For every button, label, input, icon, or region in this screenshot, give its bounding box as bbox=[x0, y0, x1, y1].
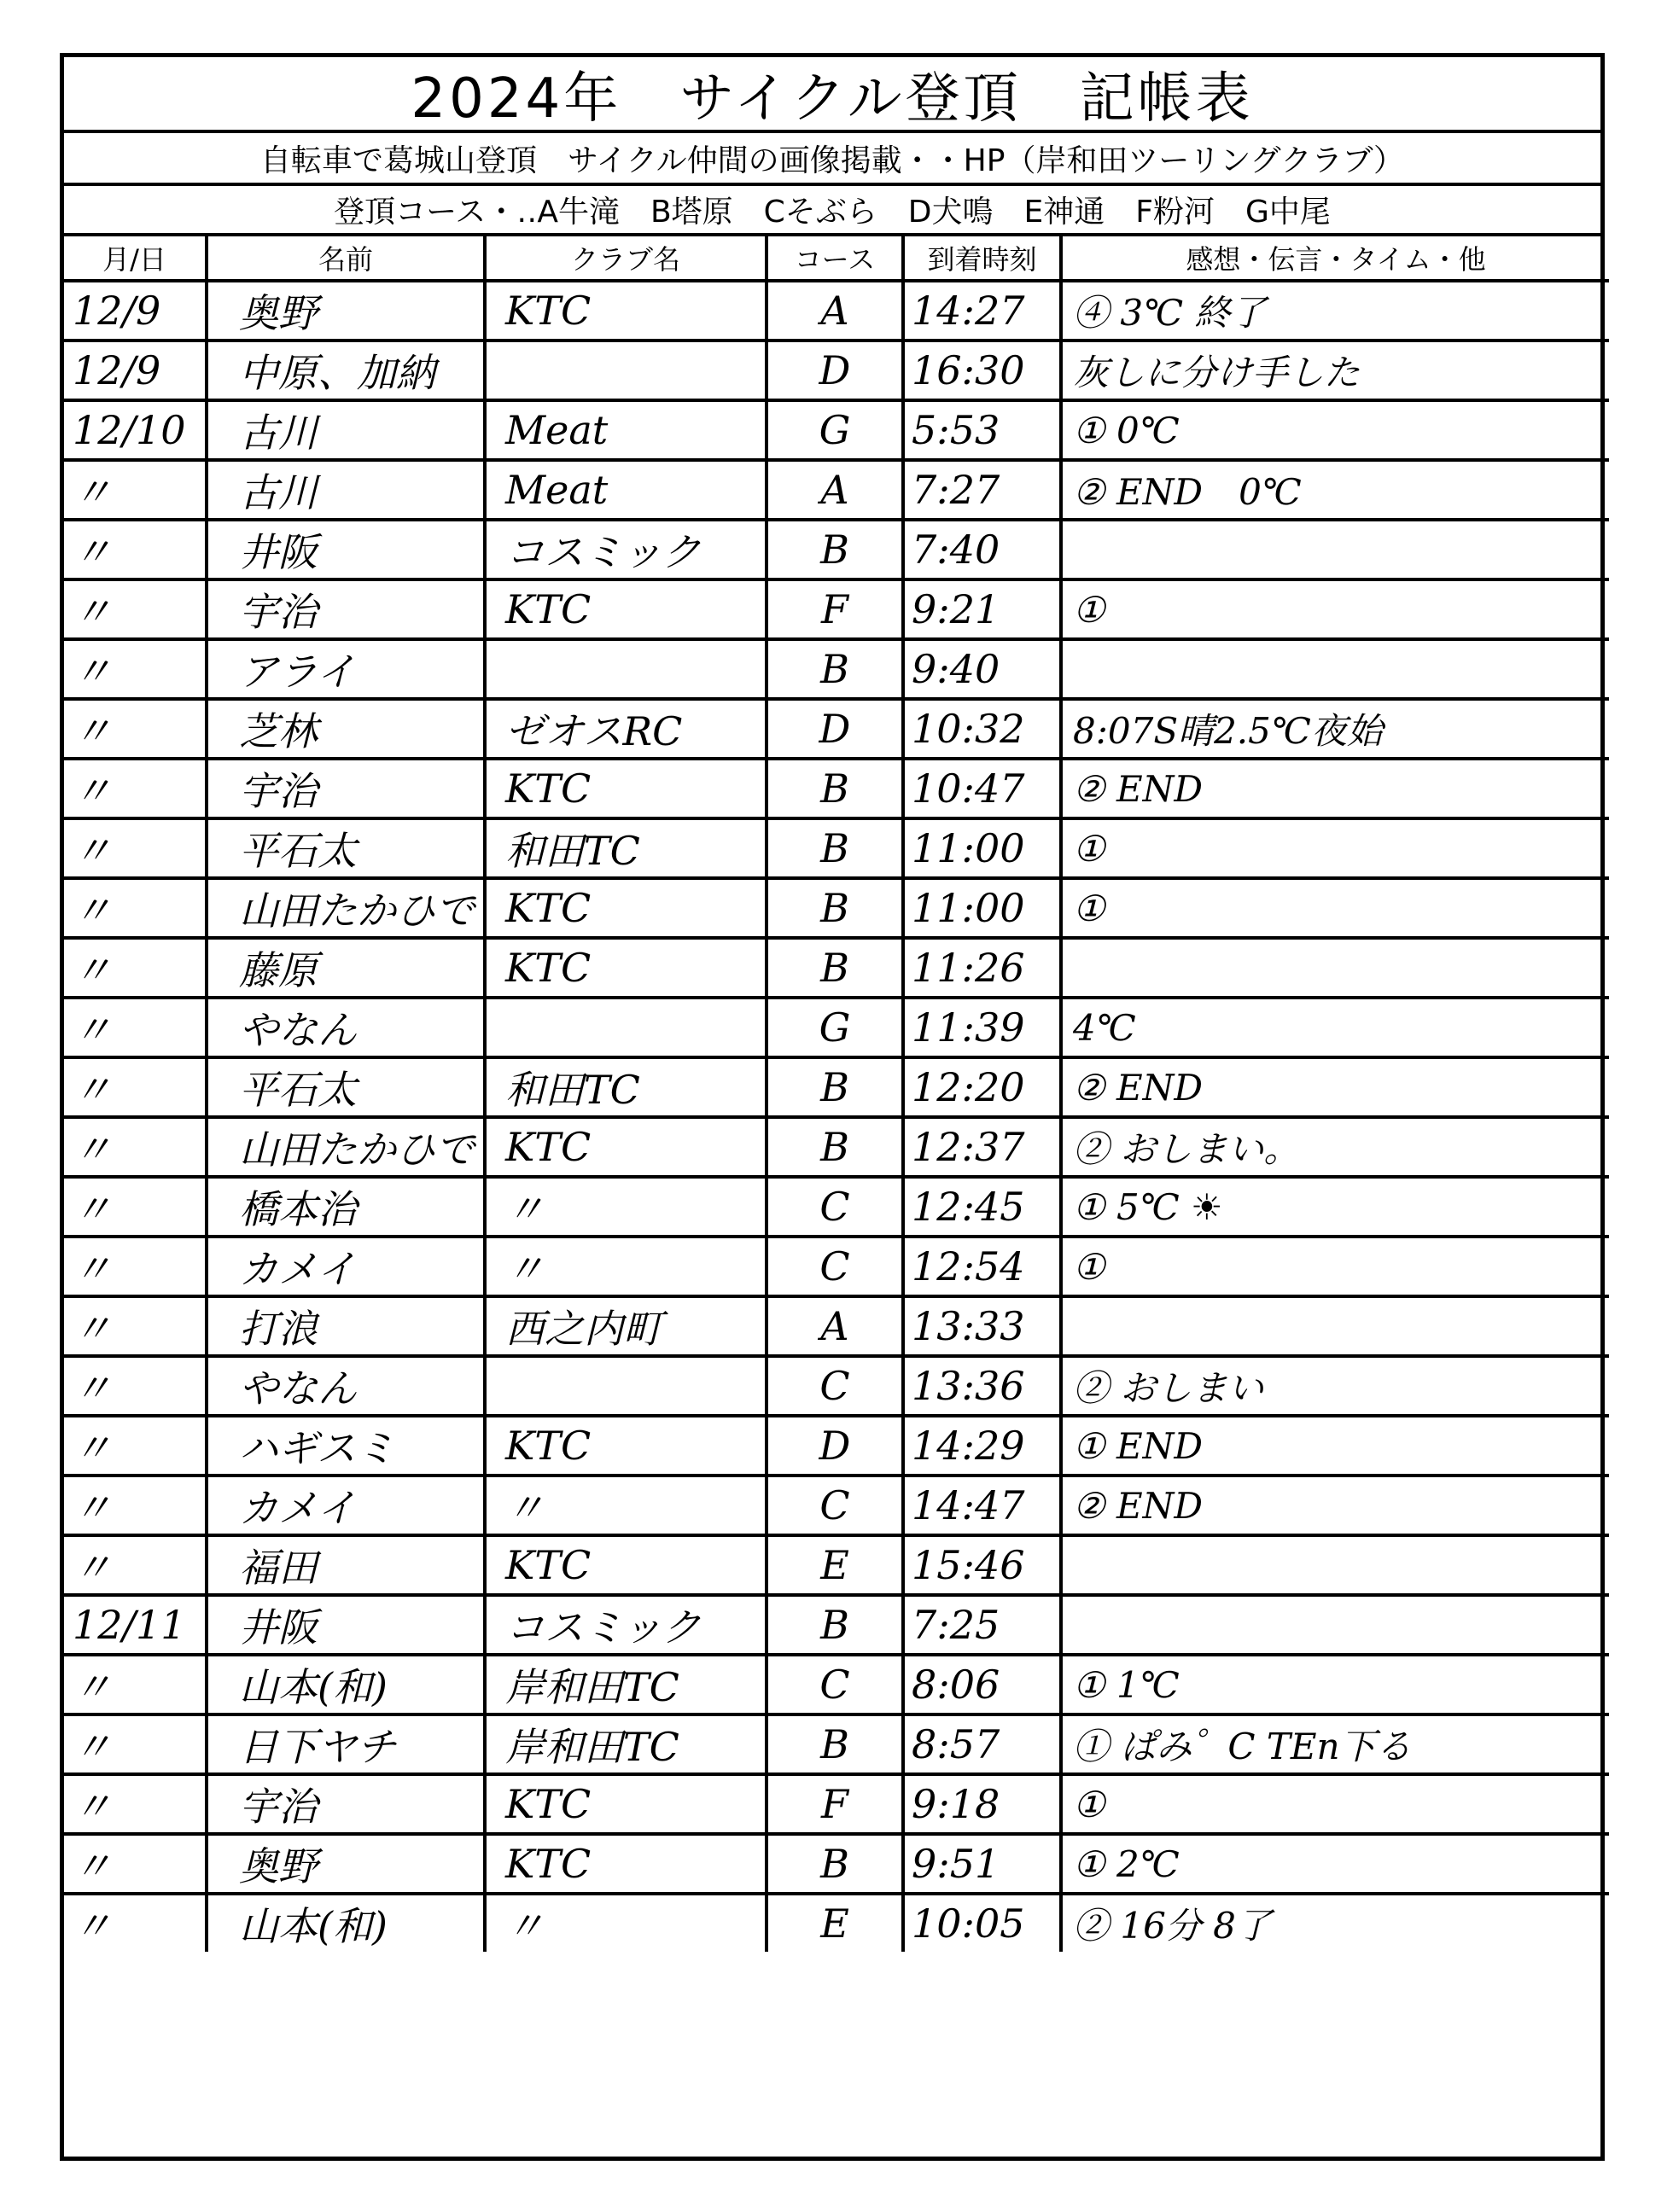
club-cell: 西之内町 bbox=[485, 1296, 767, 1356]
club-cell: KTC bbox=[485, 281, 767, 341]
club-cell: KTC bbox=[485, 938, 767, 998]
sheet-subtitle: 自転車で葛城山登頂 サイクル仲間の画像掲載・・HP（岸和田ツーリングクラブ） bbox=[64, 133, 1600, 186]
club-cell: コスミック bbox=[485, 520, 767, 579]
note-cell: 4℃ bbox=[1061, 998, 1609, 1057]
course-cell: A bbox=[767, 281, 903, 341]
time-cell: 9:21 bbox=[903, 579, 1061, 639]
club-cell: KTC bbox=[485, 1535, 767, 1595]
table-row bbox=[64, 400, 1609, 460]
name-cell: 古川 bbox=[207, 460, 485, 520]
table-row bbox=[64, 938, 1609, 998]
club-cell: 岸和田TC bbox=[485, 1655, 767, 1714]
note-cell: ① bbox=[1061, 1774, 1609, 1834]
course-cell: B bbox=[767, 1057, 903, 1117]
club-cell bbox=[485, 998, 767, 1057]
time-cell: 12:45 bbox=[903, 1177, 1061, 1237]
note-cell: ④ 3℃ 終了 bbox=[1061, 281, 1609, 341]
time-cell: 12:54 bbox=[903, 1237, 1061, 1296]
name-cell: 平石太 bbox=[207, 818, 485, 878]
course-cell: E bbox=[767, 1894, 903, 1952]
club-cell: コスミック bbox=[485, 1595, 767, 1655]
table-row bbox=[64, 818, 1609, 878]
name-cell: 宇治 bbox=[207, 759, 485, 818]
club-cell: KTC bbox=[485, 1834, 767, 1894]
time-cell: 14:29 bbox=[903, 1416, 1061, 1476]
club-cell bbox=[485, 639, 767, 699]
note-cell: ① bbox=[1061, 818, 1609, 878]
note-cell: ② おしまい。 bbox=[1061, 1117, 1609, 1177]
table-row bbox=[64, 1714, 1609, 1774]
time-cell: 11:39 bbox=[903, 998, 1061, 1057]
table-row bbox=[64, 1356, 1609, 1416]
date-cell: 〃 bbox=[64, 1894, 207, 1952]
time-cell: 9:18 bbox=[903, 1774, 1061, 1834]
note-cell: ① END bbox=[1061, 1416, 1609, 1476]
table-row bbox=[64, 281, 1609, 341]
note-cell: ② END bbox=[1061, 1057, 1609, 1117]
date-cell: 〃 bbox=[64, 520, 207, 579]
course-cell: F bbox=[767, 579, 903, 639]
name-cell: 橋本治 bbox=[207, 1177, 485, 1237]
date-cell: 〃 bbox=[64, 1714, 207, 1774]
table-row bbox=[64, 579, 1609, 639]
table-row bbox=[64, 1416, 1609, 1476]
note-cell: ① bbox=[1061, 579, 1609, 639]
table-row bbox=[64, 1177, 1609, 1237]
note-cell: ② END bbox=[1061, 759, 1609, 818]
note-cell bbox=[1061, 639, 1609, 699]
date-cell: 〃 bbox=[64, 1117, 207, 1177]
name-cell: 井阪 bbox=[207, 520, 485, 579]
time-cell: 10:32 bbox=[903, 699, 1061, 759]
col-header-note: 感想・伝言・タイム・他 bbox=[1061, 236, 1609, 281]
course-cell: D bbox=[767, 341, 903, 400]
time-cell: 12:20 bbox=[903, 1057, 1061, 1117]
date-cell: 〃 bbox=[64, 1476, 207, 1535]
club-cell: 和田TC bbox=[485, 818, 767, 878]
time-cell: 8:57 bbox=[903, 1714, 1061, 1774]
name-cell: 中原、加納 bbox=[207, 341, 485, 400]
course-cell: B bbox=[767, 878, 903, 938]
table-row bbox=[64, 1774, 1609, 1834]
note-cell bbox=[1061, 1535, 1609, 1595]
table-row bbox=[64, 998, 1609, 1057]
table-row bbox=[64, 1595, 1609, 1655]
name-cell: 日下ヤチ bbox=[207, 1714, 485, 1774]
name-cell: 奥野 bbox=[207, 281, 485, 341]
note-cell: ① ぱみ゜C TEn下る bbox=[1061, 1714, 1609, 1774]
name-cell: 平石太 bbox=[207, 1057, 485, 1117]
club-cell: KTC bbox=[485, 759, 767, 818]
name-cell: 山本(和) bbox=[207, 1894, 485, 1952]
course-cell: B bbox=[767, 1834, 903, 1894]
club-cell: Meat bbox=[485, 400, 767, 460]
club-cell: ゼオスRC bbox=[485, 699, 767, 759]
club-cell: Meat bbox=[485, 460, 767, 520]
time-cell: 9:40 bbox=[903, 639, 1061, 699]
time-cell: 7:27 bbox=[903, 460, 1061, 520]
date-cell: 〃 bbox=[64, 1177, 207, 1237]
time-cell: 7:25 bbox=[903, 1595, 1061, 1655]
name-cell: 打浪 bbox=[207, 1296, 485, 1356]
col-header-time: 到着時刻 bbox=[903, 236, 1061, 281]
course-cell: F bbox=[767, 1774, 903, 1834]
name-cell: 福田 bbox=[207, 1535, 485, 1595]
name-cell: 宇治 bbox=[207, 579, 485, 639]
date-cell: 12/11 bbox=[64, 1595, 207, 1655]
club-cell: KTC bbox=[485, 878, 767, 938]
col-header-course: コース bbox=[767, 236, 903, 281]
course-cell: B bbox=[767, 1117, 903, 1177]
date-cell: 〃 bbox=[64, 1237, 207, 1296]
club-cell bbox=[485, 1356, 767, 1416]
name-cell: 芝林 bbox=[207, 699, 485, 759]
time-cell: 7:40 bbox=[903, 520, 1061, 579]
course-cell: B bbox=[767, 1714, 903, 1774]
club-cell: 〃 bbox=[485, 1894, 767, 1952]
name-cell: やなん bbox=[207, 1356, 485, 1416]
name-cell: 山田たかひで bbox=[207, 878, 485, 938]
table-row bbox=[64, 1117, 1609, 1177]
course-cell: C bbox=[767, 1237, 903, 1296]
course-cell: C bbox=[767, 1177, 903, 1237]
table-row bbox=[64, 1476, 1609, 1535]
date-cell: 〃 bbox=[64, 1057, 207, 1117]
date-cell: 〃 bbox=[64, 460, 207, 520]
log-table bbox=[64, 236, 1609, 1952]
date-cell: 〃 bbox=[64, 639, 207, 699]
name-cell: 古川 bbox=[207, 400, 485, 460]
table-row bbox=[64, 1296, 1609, 1356]
time-cell: 14:27 bbox=[903, 281, 1061, 341]
note-cell: ② END bbox=[1061, 1476, 1609, 1535]
time-cell: 11:26 bbox=[903, 938, 1061, 998]
course-cell: E bbox=[767, 1535, 903, 1595]
date-cell: 〃 bbox=[64, 1655, 207, 1714]
note-cell: ① bbox=[1061, 1237, 1609, 1296]
course-cell: B bbox=[767, 520, 903, 579]
time-cell: 11:00 bbox=[903, 818, 1061, 878]
table-row bbox=[64, 699, 1609, 759]
note-cell: ① 1℃ bbox=[1061, 1655, 1609, 1714]
note-cell: ① 2℃ bbox=[1061, 1834, 1609, 1894]
note-cell: 灰しに分け手した bbox=[1061, 341, 1609, 400]
table-row bbox=[64, 639, 1609, 699]
time-cell: 14:47 bbox=[903, 1476, 1061, 1535]
course-cell: B bbox=[767, 1595, 903, 1655]
table-row bbox=[64, 759, 1609, 818]
club-cell: KTC bbox=[485, 1774, 767, 1834]
date-cell: 12/9 bbox=[64, 341, 207, 400]
course-cell: D bbox=[767, 699, 903, 759]
date-cell: 〃 bbox=[64, 1535, 207, 1595]
date-cell: 〃 bbox=[64, 759, 207, 818]
course-cell: B bbox=[767, 759, 903, 818]
course-cell: A bbox=[767, 460, 903, 520]
col-header-date: 月/日 bbox=[64, 236, 207, 281]
date-cell: 〃 bbox=[64, 1834, 207, 1894]
date-cell: 〃 bbox=[64, 1356, 207, 1416]
club-cell: 〃 bbox=[485, 1237, 767, 1296]
time-cell: 9:51 bbox=[903, 1834, 1061, 1894]
time-cell: 12:37 bbox=[903, 1117, 1061, 1177]
course-cell: G bbox=[767, 998, 903, 1057]
name-cell: カメイ bbox=[207, 1237, 485, 1296]
course-cell: B bbox=[767, 639, 903, 699]
date-cell: 12/10 bbox=[64, 400, 207, 460]
note-cell bbox=[1061, 938, 1609, 998]
time-cell: 10:47 bbox=[903, 759, 1061, 818]
club-cell bbox=[485, 341, 767, 400]
course-cell: C bbox=[767, 1356, 903, 1416]
time-cell: 15:46 bbox=[903, 1535, 1061, 1595]
table-row bbox=[64, 1894, 1609, 1952]
col-header-name: 名前 bbox=[207, 236, 485, 281]
note-cell: ① 0℃ bbox=[1061, 400, 1609, 460]
table-row bbox=[64, 1834, 1609, 1894]
date-cell: 〃 bbox=[64, 579, 207, 639]
name-cell: 井阪 bbox=[207, 1595, 485, 1655]
note-cell bbox=[1061, 1595, 1609, 1655]
date-cell: 〃 bbox=[64, 878, 207, 938]
club-cell: KTC bbox=[485, 579, 767, 639]
table-row bbox=[64, 1535, 1609, 1595]
course-cell: G bbox=[767, 400, 903, 460]
course-cell: B bbox=[767, 818, 903, 878]
log-rows bbox=[64, 281, 1609, 1952]
name-cell: ハギスミ bbox=[207, 1416, 485, 1476]
course-cell: B bbox=[767, 938, 903, 998]
name-cell: 宇治 bbox=[207, 1774, 485, 1834]
date-cell: 〃 bbox=[64, 1416, 207, 1476]
date-cell: 12/9 bbox=[64, 281, 207, 341]
date-cell: 〃 bbox=[64, 938, 207, 998]
sheet-title: 2024年 サイクル登頂 記帳表 bbox=[64, 57, 1600, 133]
table-row bbox=[64, 460, 1609, 520]
course-legend: 登頂コース・‥A牛滝 B塔原 Cそぶら D犬鳴 E神通 F粉河 G中尾 bbox=[64, 186, 1600, 236]
date-cell: 〃 bbox=[64, 699, 207, 759]
date-cell: 〃 bbox=[64, 818, 207, 878]
name-cell: アライ bbox=[207, 639, 485, 699]
table-row bbox=[64, 878, 1609, 938]
note-cell: ② END 0℃ bbox=[1061, 460, 1609, 520]
time-cell: 13:36 bbox=[903, 1356, 1061, 1416]
course-cell: A bbox=[767, 1296, 903, 1356]
course-cell: C bbox=[767, 1476, 903, 1535]
header-row bbox=[64, 236, 1609, 281]
course-cell: D bbox=[767, 1416, 903, 1476]
note-cell: ① bbox=[1061, 878, 1609, 938]
club-cell: KTC bbox=[485, 1117, 767, 1177]
time-cell: 16:30 bbox=[903, 341, 1061, 400]
time-cell: 8:06 bbox=[903, 1655, 1061, 1714]
table-row bbox=[64, 1057, 1609, 1117]
name-cell: やなん bbox=[207, 998, 485, 1057]
club-cell: KTC bbox=[485, 1416, 767, 1476]
name-cell: 山田たかひで bbox=[207, 1117, 485, 1177]
note-cell bbox=[1061, 520, 1609, 579]
note-cell: 8:07S晴2.5℃夜始 bbox=[1061, 699, 1609, 759]
note-cell: ② 16分 8了 bbox=[1061, 1894, 1609, 1952]
club-cell: 和田TC bbox=[485, 1057, 767, 1117]
club-cell: 〃 bbox=[485, 1476, 767, 1535]
table-row bbox=[64, 520, 1609, 579]
name-cell: 藤原 bbox=[207, 938, 485, 998]
registration-sheet bbox=[60, 53, 1605, 2161]
note-cell: ① 5℃ ☀ bbox=[1061, 1177, 1609, 1237]
table-row bbox=[64, 341, 1609, 400]
name-cell: 奥野 bbox=[207, 1834, 485, 1894]
time-cell: 13:33 bbox=[903, 1296, 1061, 1356]
time-cell: 5:53 bbox=[903, 400, 1061, 460]
date-cell: 〃 bbox=[64, 1774, 207, 1834]
table-row bbox=[64, 1655, 1609, 1714]
table-row bbox=[64, 1237, 1609, 1296]
note-cell: ② おしまい bbox=[1061, 1356, 1609, 1416]
time-cell: 10:05 bbox=[903, 1894, 1061, 1952]
name-cell: カメイ bbox=[207, 1476, 485, 1535]
club-cell: 岸和田TC bbox=[485, 1714, 767, 1774]
club-cell: 〃 bbox=[485, 1177, 767, 1237]
date-cell: 〃 bbox=[64, 1296, 207, 1356]
time-cell: 11:00 bbox=[903, 878, 1061, 938]
course-cell: C bbox=[767, 1655, 903, 1714]
name-cell: 山本(和) bbox=[207, 1655, 485, 1714]
note-cell bbox=[1061, 1296, 1609, 1356]
date-cell: 〃 bbox=[64, 998, 207, 1057]
col-header-club: クラブ名 bbox=[485, 236, 767, 281]
